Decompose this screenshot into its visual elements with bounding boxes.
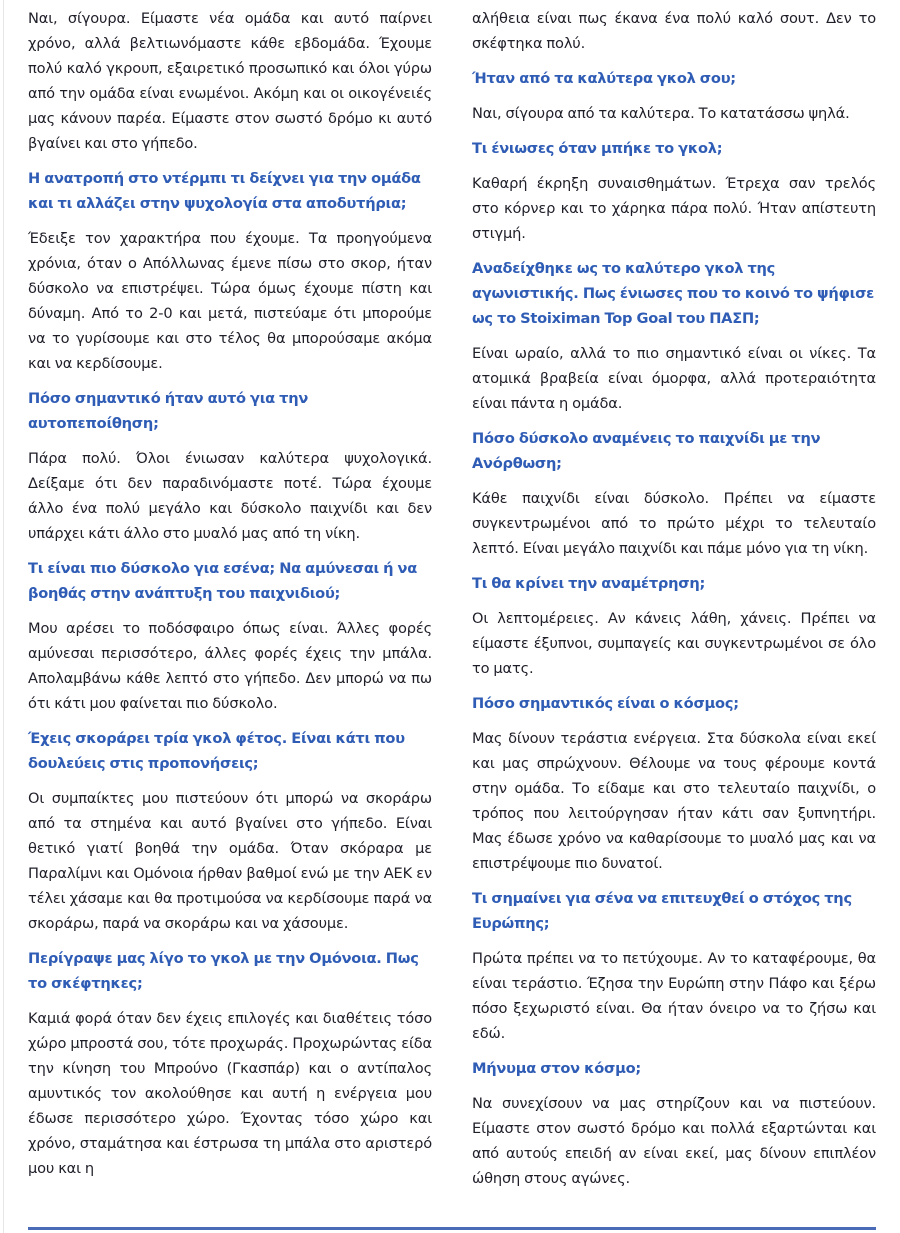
question-heading: Πόσο σημαντικό ήταν αυτό για την αυτοπεποίθηση; <box>28 390 309 432</box>
answer-paragraph: Οι συμπαίκτες μου πιστεύουν ότι μπορώ να σκοράρω από τα στημένα και αυτό βγαίνει στο γήπεδο. Είναι θετικό γιατί βοηθά την ομάδα. Όταν σκόραρα με Παραλίμνι και Ομόνοια ήρθαν βαθμοί ενώ με την ΑΕΚ εν τέλει χάσαμε και θα προτιμούσα να κερδίσουμε παρά να σκοράρω, παρά να σκοράρω και να χάσουμε. <box>28 790 432 932</box>
answer-paragraph: Κάθε παιχνίδι είναι δύσκολο. Πρέπει να είμαστε συγκεντρωμένοι από το πρώτο μέχρι το τελευταίο λεπτό. Είναι μεγάλο παιχνίδι και πάμε μόνο για τη νίκη. <box>472 490 876 557</box>
question-heading: Πόσο δύσκολο αναμένεις το παιχνίδι με την Ανόρθωση; <box>472 430 821 472</box>
question-heading: Τι ένιωσες όταν μπήκε το γκολ; <box>472 140 723 157</box>
answer-paragraph: Μας δίνουν τεράστια ενέργεια. Στα δύσκολα είναι εκεί και μας σπρώχνουν. Θέλουμε να τους φέρουμε κοντά στην ομάδα. Το είδαμε και στο τελευταίο παιχνίδι, ο τρόπος που λειτούργησαν ήταν κάτι σαν ξυπνητήρι. Μας έδωσε χρόνο να καθαρίσουμε το μυαλό μας και να επιστρέψουμε πιο δυνατοί. <box>472 730 876 872</box>
question-heading: Τι είναι πιο δύσκολο για εσένα; Να αμύνεσαι ή να βοηθάς στην ανάπτυξη του παιχνιδιού; <box>28 560 418 602</box>
answer-paragraph: Ναι, σίγουρα. Είμαστε νέα ομάδα και αυτό παίρνει χρόνο, αλλά βελτιωνόμαστε κάθε εβδομάδα. Έχουμε πολύ καλό γκρουπ, εξαιρετικό προσωπικό και όλοι γύρω από την ομάδα είναι ενωμένοι. Ακόμη και οι οικογένειές μας κάνουν παρέα. Είμαστε στον σωστό δρόμο κι αυτό βγαίνει και στο γήπεδο. <box>28 10 432 152</box>
question-heading: Πόσο σημαντικός είναι ο κόσμος; <box>472 695 739 712</box>
question-heading: Τι θα κρίνει την αναμέτρηση; <box>472 575 706 592</box>
answer-paragraph: αλήθεια είναι πως έκανα ένα πολύ καλό σουτ. Δεν το σκέφτηκα πολύ. <box>472 10 876 52</box>
answer-paragraph: Καθαρή έκρηξη συναισθημάτων. Έτρεχα σαν τρελός στο κόρνερ και το χάρηκα πάρα πολύ. Ήταν απίστευτη στιγμή. <box>472 175 876 242</box>
interview-page <box>28 6 876 1201</box>
answer-paragraph: Να συνεχίσουν να μας στηρίζουν και να πιστεύουν. Είμαστε στον σωστό δρόμο και πολλά εξαρτώνται και από αυτούς επειδή αν είναι εκεί, μας δίνουν επιπλέον ώθηση στους αγώνες. <box>472 1095 876 1187</box>
answer-paragraph: Μου αρέσει το ποδόσφαιρο όπως είναι. Άλλες φορές αμύνεσαι περισσότερο, άλλες φορές έχεις την μπάλα. Απολαμβάνω κάθε λεπτό στο γήπεδο. Δεν μπορώ να πω ότι κάτι μου φαίνεται πιο δύσκολο. <box>28 620 432 712</box>
question-heading: Η ανατροπή στο ντέρμπι τι δείχνει για την ομάδα και τι αλλάζει στην ψυχολογία στα αποδυτήρια; <box>28 170 421 212</box>
question-heading: Ήταν από τα καλύτερα γκολ σου; <box>472 70 736 87</box>
answer-paragraph: Πάρα πολύ. Όλοι ένιωσαν καλύτερα ψυχολογικά. Δείξαμε ότι δεν παραδινόμαστε ποτέ. Τώρα έχουμε άλλο ένα πολύ μεγάλο και δύσκολο παιχνίδι και δεν υπάρχει κάτι άλλο στο μυαλό μας από τη νίκη. <box>28 450 432 542</box>
answer-paragraph: Είναι ωραίο, αλλά το πιο σημαντικό είναι οι νίκες. Τα ατομικά βραβεία είναι όμορφα, αλλά προτεραιότητα είναι πάντα η ομάδα. <box>472 345 876 412</box>
question-heading: Αναδείχθηκε ως το καλύτερο γκολ της αγωνιστικής. Πως ένιωσες που το κοινό το ψήφισε ως το Stoiximan Top Goal του ΠΑΣΠ; <box>472 260 875 327</box>
bottom-divider-rule <box>28 1227 876 1230</box>
page-edge-line <box>3 0 4 1233</box>
question-heading: Περίγραψε μας λίγο το γκολ με την Ομόνοια. Πως το σκέφτηκες; <box>28 950 419 992</box>
left-column <box>28 6 432 1201</box>
answer-paragraph: Πρώτα πρέπει να το πετύχουμε. Αν το καταφέρουμε, θα είναι τεράστιο. Έζησα την Ευρώπη στην Πάφο και ξέρω πόσο ξεχωριστό είναι. Θα ήταν όνειρο να το ζήσω και εδώ. <box>472 950 876 1042</box>
right-column <box>472 6 876 1201</box>
question-heading: Μήνυμα στον κόσμο; <box>472 1060 641 1077</box>
answer-paragraph: Οι λεπτομέρειες. Αν κάνεις λάθη, χάνεις. Πρέπει να είμαστε έξυπνοι, συμπαγείς και συγκεντρωμένοι σε όλο το ματς. <box>472 610 876 677</box>
question-heading: Έχεις σκοράρει τρία γκολ φέτος. Είναι κάτι που δουλεύεις στις προπονήσεις; <box>28 730 405 772</box>
answer-paragraph: Έδειξε τον χαρακτήρα που έχουμε. Τα προηγούμενα χρόνια, όταν ο Απόλλωνας έμενε πίσω στο σκορ, ήταν δύσκολο να επιστρέψει. Τώρα όμως έχουμε πίστη και δύναμη. Από το 2-0 και μετά, πιστεύαμε ότι μπορούμε να το γυρίσουμε και στο τέλος θα μπορούσαμε ακόμα και να κερδίσουμε. <box>28 230 432 372</box>
answer-paragraph: Ναι, σίγουρα από τα καλύτερα. Το κατατάσσω ψηλά. <box>472 105 850 122</box>
answer-paragraph: Καμιά φορά όταν δεν έχεις επιλογές και διαθέτεις τόσο χώρο μπροστά σου, τότε προχωράς. Προχωρώντας είδα την κίνηση του Μπρούνο (Γκασπάρ) και ο αντίπαλος αμυντικός τον ακολούθησε και αυτή η ενέργεια μου έδωσε περισσότερο χώρο. Έχοντας τόσο χώρο και χρόνο, σταμάτησα και έστρωσα τη μπάλα στο αριστερό μου και η <box>28 1010 432 1177</box>
question-heading: Τι σημαίνει για σένα να επιτευχθεί ο στόχος της Ευρώπης; <box>472 890 852 932</box>
